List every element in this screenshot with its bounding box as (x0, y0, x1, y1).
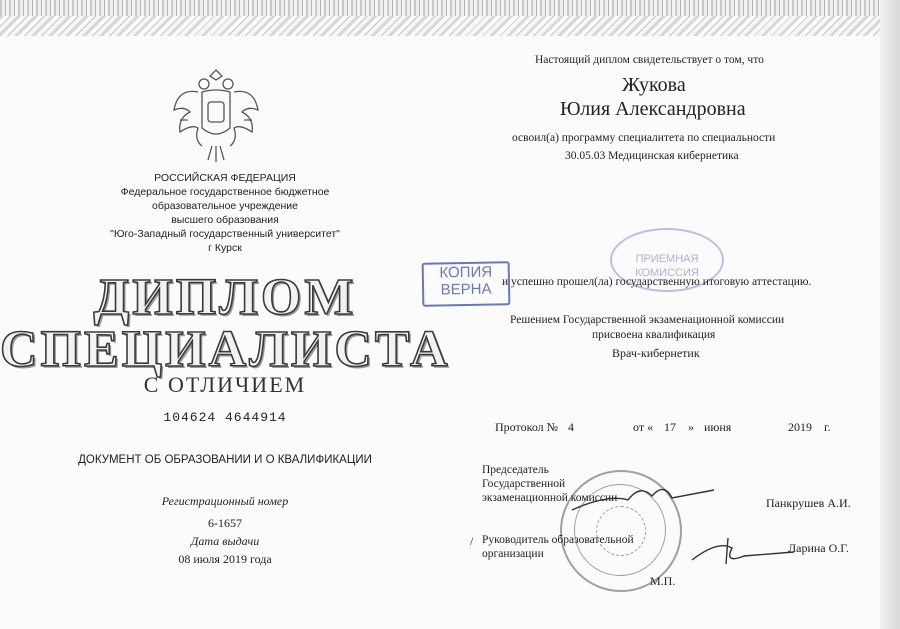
chair-name: Панкрушев А.И. (766, 496, 851, 510)
registration-label: Регистрационный номер (161, 494, 289, 508)
head-title-line-2: организации (482, 548, 544, 560)
serial-number: 104624 4644914 (163, 410, 287, 425)
city-name: г Курск (208, 242, 242, 254)
document-type: ДОКУМЕНТ ОБ ОБРАЗОВАНИИ И О КВАЛИФИКАЦИИ (78, 454, 372, 466)
institution-line-2: образовательное учреждение (152, 200, 298, 212)
head-slash: / (470, 534, 474, 548)
page-edge (880, 0, 900, 629)
institution-line-1: Федеральное государственное бюджетное (120, 186, 330, 198)
admissions-stamp: ПРИЕМНАЯ КОМИССИЯ (610, 228, 724, 292)
program-text: освоил(а) программу специалитета по специальности (512, 132, 776, 144)
left-panel (0, 36, 450, 629)
head-title-line-1: Руководитель образовательной (482, 534, 634, 546)
protocol-year: 2019 (788, 420, 812, 434)
specialty: 30.05.03 Медицинская кибернетика (565, 150, 739, 162)
intro-text: Настоящий диплом свидетельствует о том, что (535, 54, 764, 66)
head-signature-icon (688, 534, 798, 568)
chair-title-line-2: Государственной (482, 478, 566, 490)
attestation-text: и успешно прошел(ла) государственную итоговую аттестацию. (502, 276, 812, 288)
qualification: Врач-кибернетик (612, 346, 700, 360)
protocol-month: июня (704, 420, 732, 434)
graduate-given-names: Юлия Александровна (560, 98, 746, 120)
date-quote-close: » (688, 420, 694, 434)
date-from-label: от « (633, 420, 654, 434)
decorative-border (0, 0, 900, 36)
chair-signature-icon (568, 476, 718, 516)
graduate-surname: Жукова (622, 74, 686, 96)
right-panel (450, 36, 880, 629)
university-name: "Юго-Западный государственный университет" (110, 228, 340, 240)
diploma-title: ДИПЛОМ (93, 269, 357, 326)
registration-number: 6-1657 (208, 516, 242, 530)
institution-line-3: высшего образования (171, 214, 279, 226)
issue-date-label: Дата выдачи (190, 534, 260, 548)
issue-date: 08 июля 2019 года (178, 552, 272, 566)
copy-certified-stamp: КОПИЯ ВЕРНА (422, 261, 511, 307)
chair-title-line-1: Председатель (482, 464, 549, 476)
year-suffix: г. (824, 420, 831, 434)
coat-of-arms-icon (168, 62, 264, 166)
protocol-label: Протокол № (495, 420, 559, 434)
head-name: Ларина О.Г. (788, 541, 849, 555)
seal-place-label: М.П. (650, 574, 676, 588)
decision-line-1: Решением Государственной экзаменационной комиссии (510, 314, 785, 326)
country-name: РОССИЙСКАЯ ФЕДЕРАЦИЯ (154, 172, 296, 184)
decision-line-2: присвоена квалификация (592, 329, 716, 341)
protocol-day: 17 (664, 420, 676, 434)
honors-label: С ОТЛИЧИЕМ (143, 372, 307, 397)
protocol-number: 4 (568, 420, 574, 434)
diploma-subtitle: СПЕЦИАЛИСТА (0, 321, 451, 378)
chair-title-line-3: экзаменационной комиссии (482, 492, 618, 504)
